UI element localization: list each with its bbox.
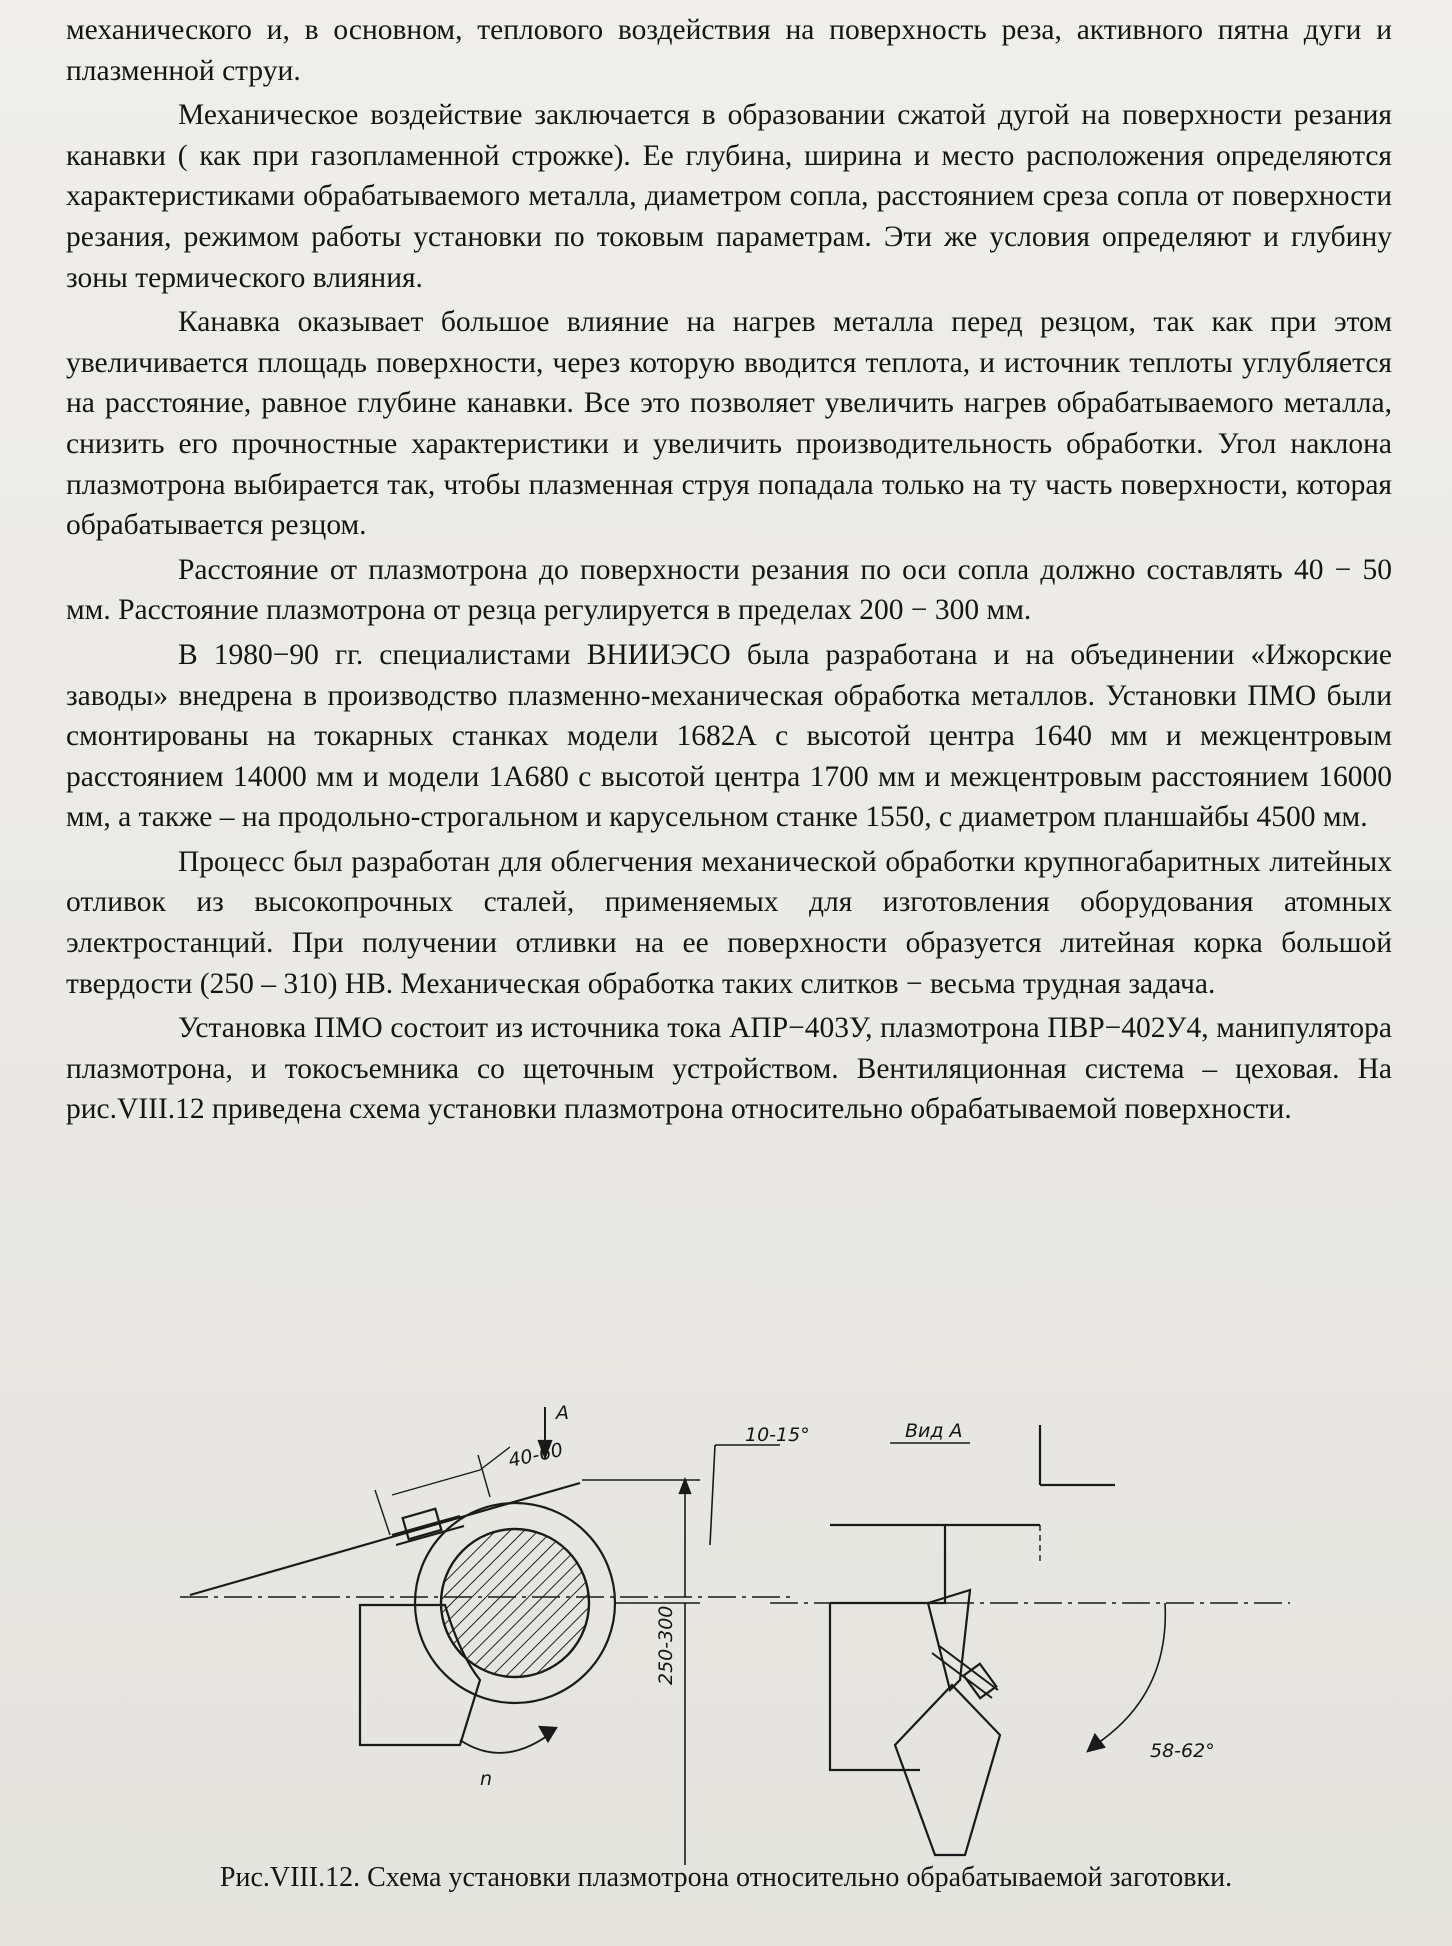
- label-rotation: n: [480, 1768, 493, 1790]
- paragraph-7: Установка ПМО состоит из источника тока АПР−403У, плазмотрона ПВР−402У4, манипулятора плазмотрона, и токосъемника со щеточным устройством. Вентиляционная система – цеховая. На рис.VIII.12 приведена схема установки плазмотрона относительно обрабатываемой поверхности.: [66, 1012, 1392, 1126]
- label-angle-cut: 58-62°: [1150, 1740, 1215, 1762]
- paragraph-5: В 1980−90 гг. специалистами ВНИИЭСО была разработана и на объединении «Ижорские заводы» внедрена в производство плазменно-механическая обработка металлов. Установки ПМО были смонтированы на токарных станках модели 1682А с высотой центра 1640 мм и межцентровым расстоянием 14000 мм и модели 1А680 с высотой центра 1700 мм и межцентровым расстоянием 16000 мм, а также – на продольно-строгальном и карусельном станке 1550, с диаметром планшайбы 4500 мм.: [66, 638, 1392, 834]
- figure-caption: Рис.VIII.12. Схема установки плазмотрона относительно обрабатываемой заготовки.: [219, 1862, 1233, 1893]
- workpiece-side-view: [180, 1402, 810, 1865]
- label-angle-tilt: 10-15°: [745, 1424, 810, 1446]
- label-view: Вид А: [905, 1420, 963, 1442]
- paragraph-3: Канавка оказывает большое влияние на нагрев металла перед резцом, так как при этом увеличивается площадь поверхности, через которую вводится теплота, и источник теплоты углубляется на расстояние, равное глубине канавки. Все это позволяет увеличить нагрев обрабатываемого металла, снизить его прочностные характеристики и увеличить производительность обработки. Угол наклона плазмотрона выбирается так, чтобы плазменная струя попадала только на ту часть поверхности, которая обрабатывается резцом.: [66, 306, 1392, 542]
- paragraph-6: Процесс был разработан для облегчения механической обработки крупногабаритных литейных отливок из высокопрочных сталей, применяемых для изготовления оборудования атомных электростанций. При получении отливки на ее поверхности образуется литейная корка большой твердости (250 – 310) НВ. Механическая обработка таких слитков − весьма трудная задача.: [66, 845, 1392, 1000]
- label-view-arrow: A: [556, 1402, 569, 1424]
- body-text: [66, 10, 1392, 1130]
- label-height: 250-300: [655, 1605, 677, 1685]
- plasmatron-right: [932, 1645, 998, 1698]
- paragraph-2: Механическое воздействие заключается в образовании сжатой дугой на поверхности резания канавки ( как при газопламенной строжке). Ее глубина, ширина и место расположения определяются характеристиками обрабатываемого металла, диаметром сопла, расстоянием среза сопла от поверхности резания, режимом работы установки по токовым параметрам. Эти же условия определяют и глубину зоны термического влияния.: [66, 99, 1392, 294]
- plasma-setup-diagram: [160, 1385, 1320, 1865]
- view-a: [770, 1420, 1290, 1855]
- paragraph-1: механического и, в основном, теплового воздействия на поверхность реза, активного пятна дуги и плазменной струи.: [66, 14, 1392, 87]
- paragraph-4: Расстояние от плазмотрона до поверхности резания по оси сопла должно составлять 40 − 50 мм. Расстояние плазмотрона от резца регулируется в пределах 200 − 300 мм.: [66, 553, 1392, 627]
- label-distance: 40-60: [506, 1438, 566, 1472]
